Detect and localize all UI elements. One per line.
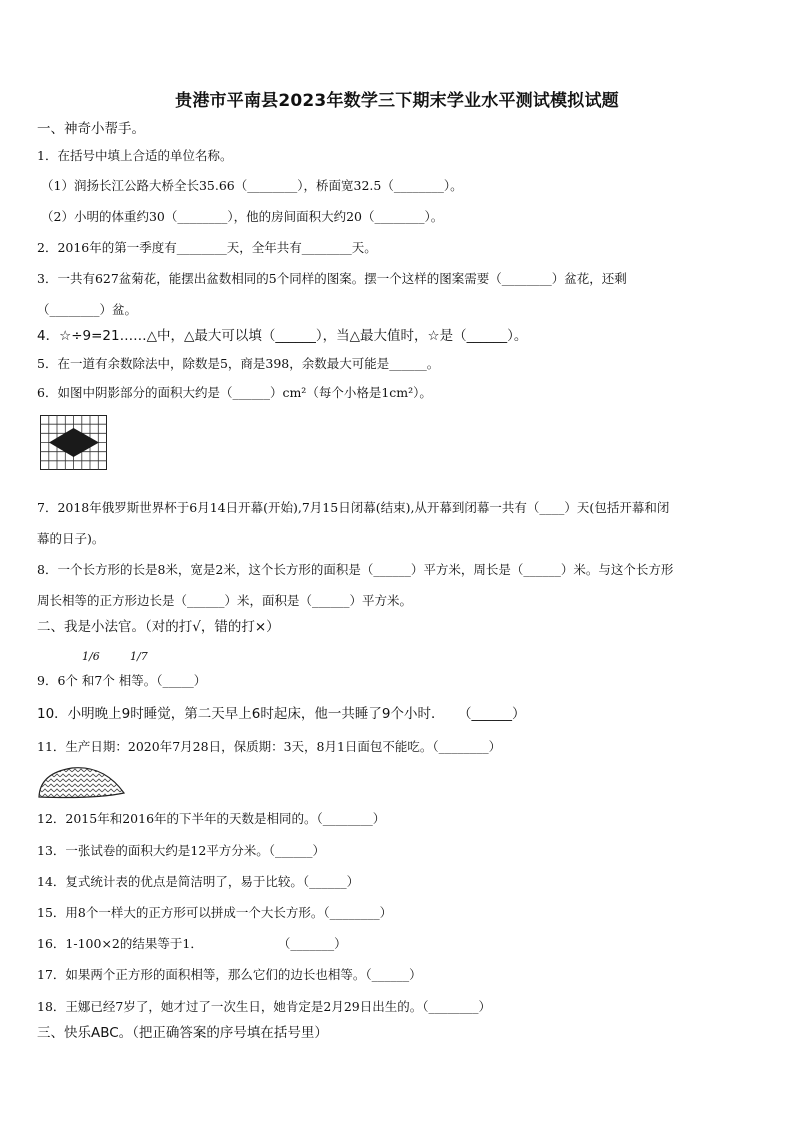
question-15: 15．用8个一样大的正方形可以拼成一个大长方形。（________） xyxy=(37,905,393,920)
fraction-one-seventh: 1/7 xyxy=(130,650,148,663)
question-10: 10．小明晚上9时睡觉，第二天早上6时起床，他一共睡了9个小时． （______） xyxy=(37,706,526,722)
question-4: 4．☆÷9=21……△中，△最大可以填（______），当△最大值时，☆是（______）。 xyxy=(37,328,528,344)
question-2: 2．2016年的第一季度有________天，全年共有________天。 xyxy=(37,240,377,255)
question-7-line-1: 7．2018年俄罗斯世界杯于6月14日开幕(开始),7月15日闭幕(结束),从开幕到闭幕一共有（____）天(包括开幕和闭 xyxy=(37,500,670,515)
question-7-line-2: 幕的日子)。 xyxy=(37,531,105,546)
page-title: 贵港市平南县2023年数学三下期末学业水平测试模拟试题 xyxy=(175,91,619,111)
question-1-part-1: （1）润扬长江公路大桥全长35.66（________），桥面宽32.5（________）。 xyxy=(41,178,463,193)
question-3-line-1: 3．一共有627盆菊花，能摆出盆数相同的5个同样的图案。摆一个这样的图案需要（________）盆花，还剩 xyxy=(37,271,627,286)
question-6: 6．如图中阴影部分的面积大约是（______）cm²（每个小格是1cm²）。 xyxy=(37,385,432,400)
question-18: 18．王娜已经7岁了，她才过了一次生日，她肯定是2月29日出生的。（________） xyxy=(37,999,491,1014)
question-13: 13．一张试卷的面积大约是12平方分米。（______） xyxy=(37,843,326,858)
question-9: 9．6个 和7个 相等。（_____） xyxy=(37,673,207,688)
question-16: 16．1-100×2的结果等于1． （_______） xyxy=(37,936,347,951)
question-12: 12．2015年和2016年的下半年的天数是相同的。（________） xyxy=(37,811,386,826)
question-5: 5．在一道有余数除法中，除数是5，商是398，余数最大可能是______。 xyxy=(37,356,440,371)
question-8-line-2: 周长相等的正方形边长是（______）米，面积是（______）平方米。 xyxy=(37,593,413,608)
section-2-heading: 二、我是小法官。（对的打√，错的打×） xyxy=(37,619,280,635)
question-14: 14．复式统计表的优点是简洁明了，易于比较。（______） xyxy=(37,874,360,889)
question-11: 11．生产日期：2020年7月28日，保质期：3天，8月1日面包不能吃。（________） xyxy=(37,739,502,754)
question-17: 17．如果两个正方形的面积相等，那么它们的边长也相等。（______） xyxy=(37,967,422,982)
fraction-one-sixth: 1/6 xyxy=(82,650,100,663)
section-1-heading: 一、神奇小帮手。 xyxy=(37,121,145,137)
question-8-line-1: 8．一个长方形的长是8米，宽是2米，这个长方形的面积是（______）平方米，周长是（______）米。与这个长方形 xyxy=(37,562,674,577)
bread-icon xyxy=(36,763,128,801)
grid-shaded-area-figure xyxy=(40,415,108,471)
question-3-line-2: （________）盆。 xyxy=(37,302,138,317)
question-1: 1．在括号中填上合适的单位名称。 xyxy=(37,148,233,163)
question-1-part-2: （2）小明的体重约30（________），他的房间面积大约20（________）。 xyxy=(41,209,444,224)
section-3-heading: 三、快乐ABC。（把正确答案的序号填在括号里） xyxy=(37,1025,328,1041)
